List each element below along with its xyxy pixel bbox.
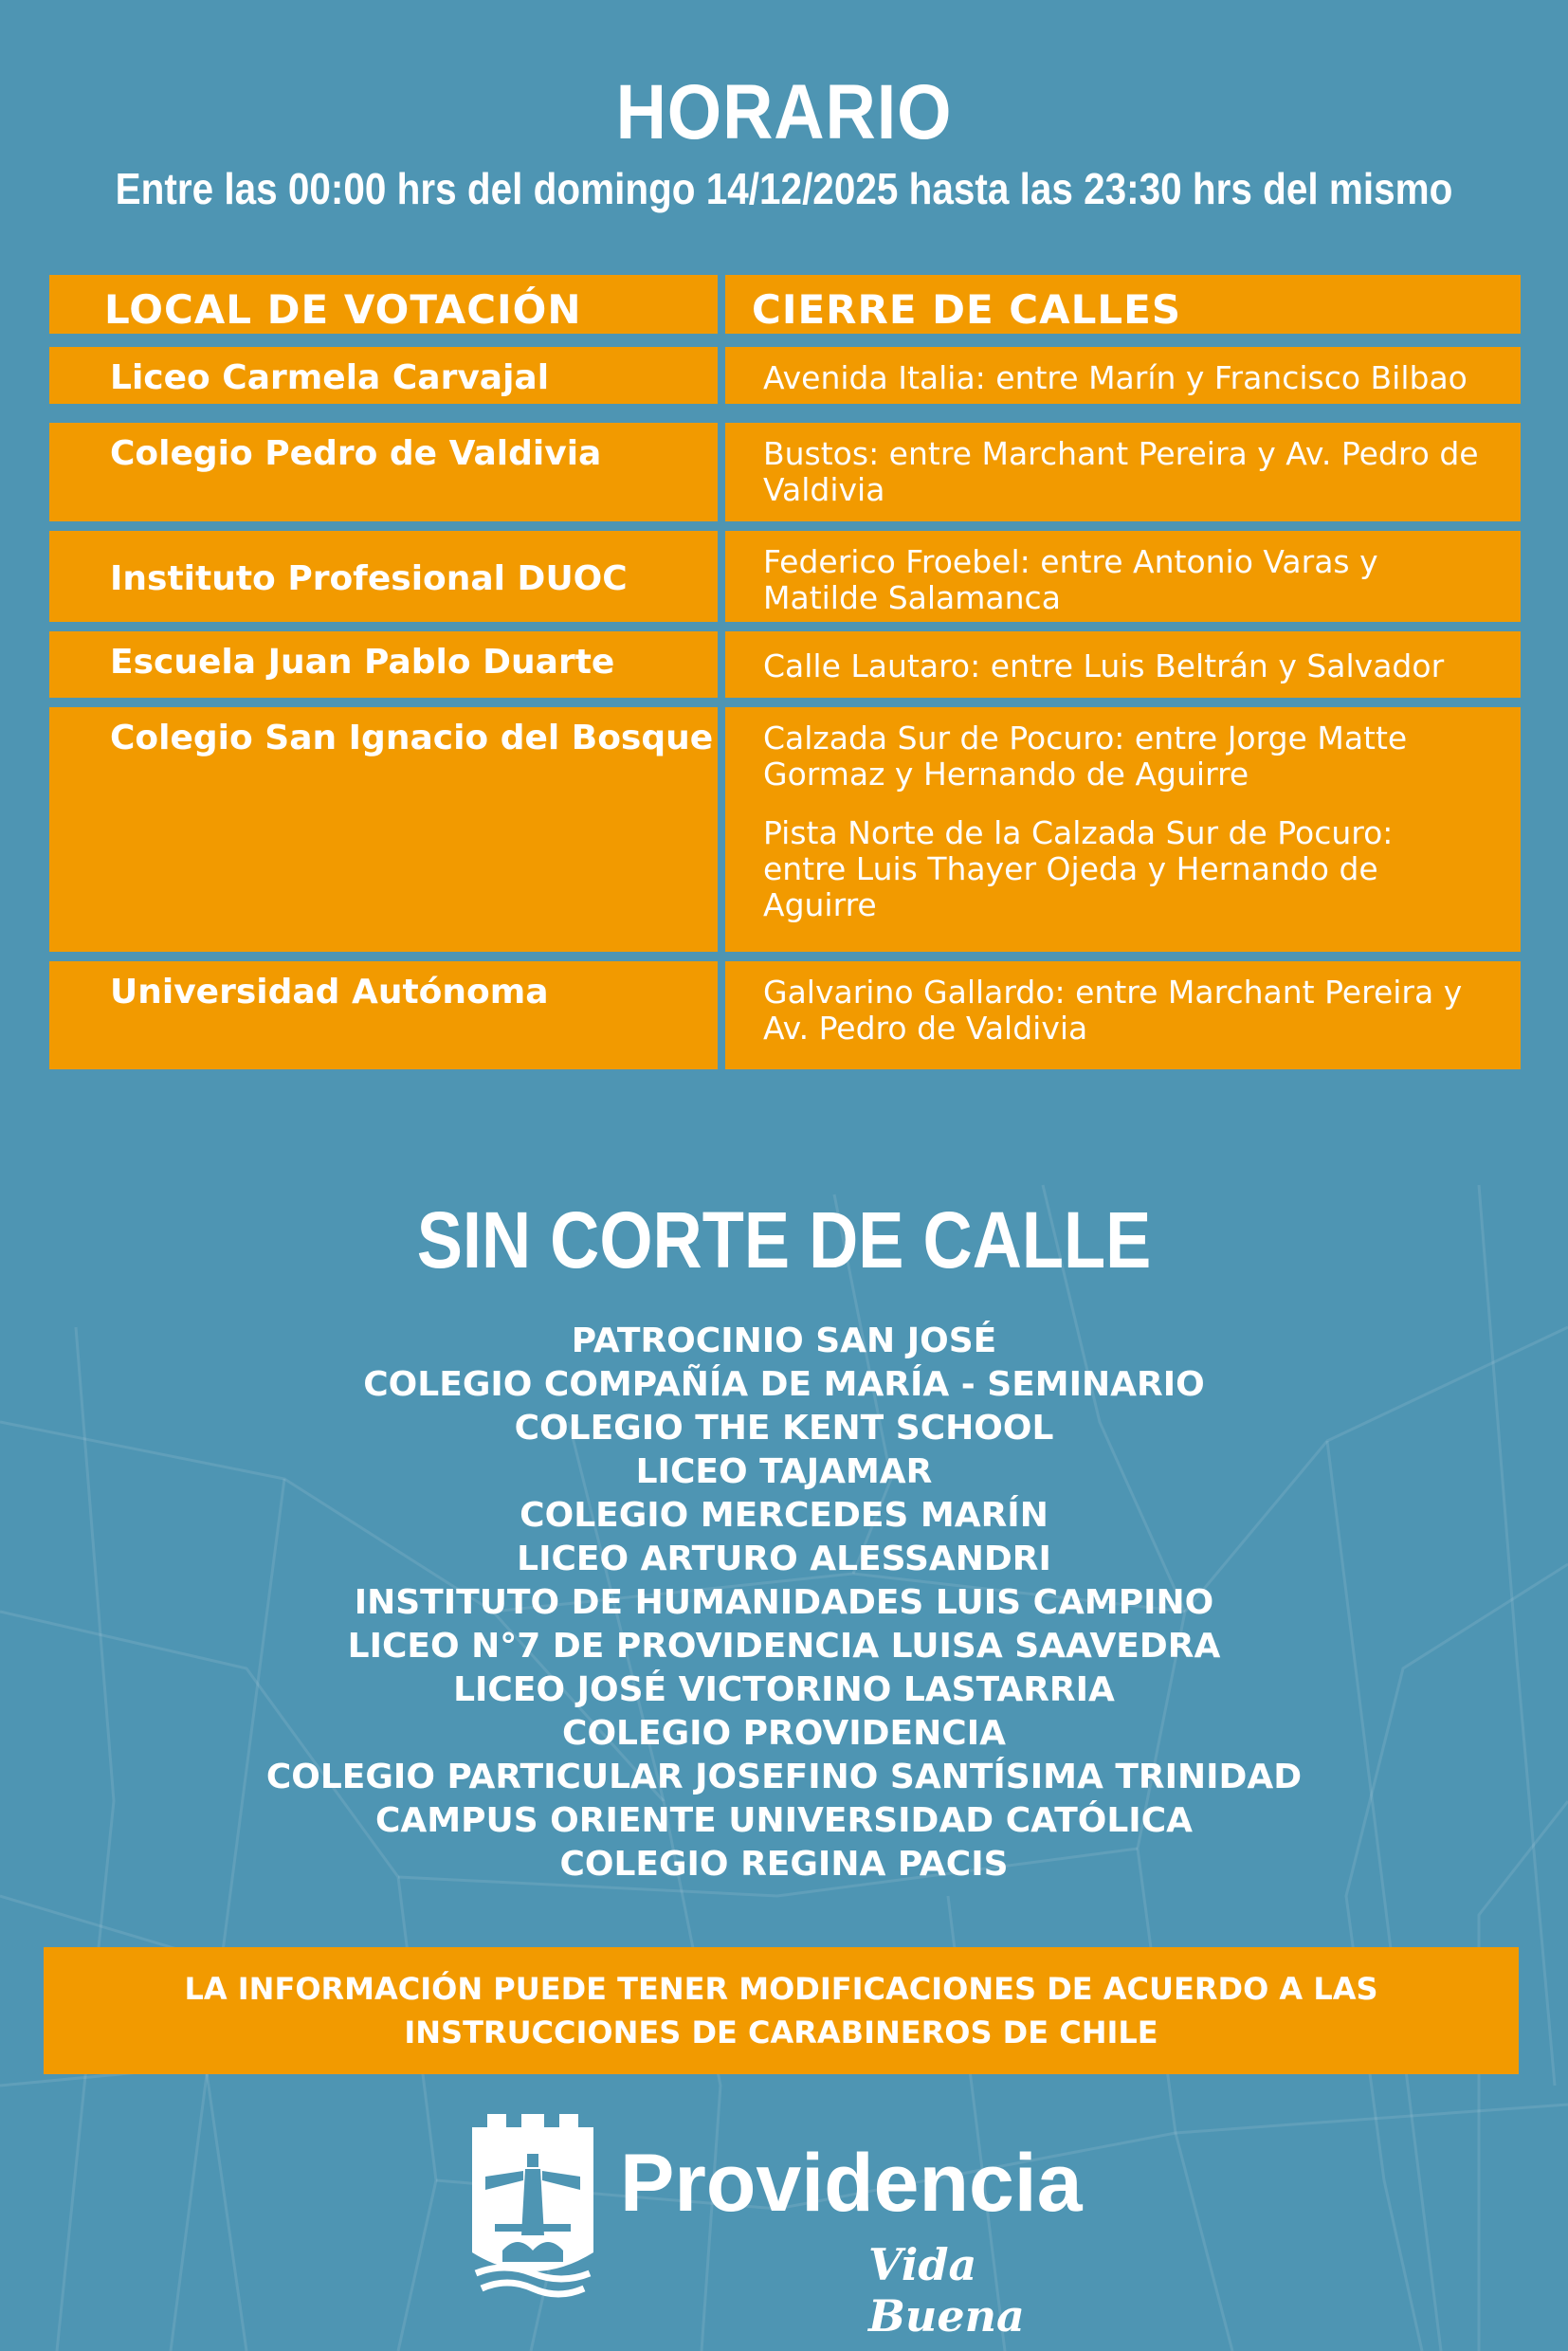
local-name: Escuela Juan Pablo Duarte [110,643,615,682]
sin-corte-title: SIN CORTE DE CALLE [416,1195,1152,1285]
brand-name: Providencia [620,2138,1083,2229]
local-cell [49,423,718,521]
street-closure: Calle Lautaro: entre Luis Beltrán y Salvador [763,647,1445,684]
table-row [49,423,1521,521]
lighthouse-tower-icon [468,2110,597,2305]
cierre-cell [725,631,1521,698]
street-closure: Bustos: entre Marchant Pereira y Av. Pedro de Valdivia [763,435,1479,508]
list-item: LICEO N°7 DE PROVIDENCIA LUISA SAAVEDRA [347,1627,1221,1666]
street-closure: Avenida Italia: entre Marín y Francisco Bilbao [763,359,1468,396]
page-title: HORARIO [615,69,953,155]
street-closure: Galvarino Gallardo: entre Marchant Pereira y Av. Pedro de Valdivia [763,974,1463,1047]
table-row [49,631,1521,698]
street-closure: Federico Froebel: entre Antonio Varas y Matilde Salamanca [763,543,1378,616]
disclaimer-banner [44,1947,1519,2074]
sin-corte-school-list [0,1320,1568,1886]
disclaimer-line-1: LA INFORMACIÓN PUEDE TENER MODIFICACIONES DE ACUERDO A LAS [184,1971,1378,2007]
local-cell [49,347,718,404]
list-item: INSTITUTO DE HUMANIDADES LUIS CAMPINO [354,1583,1214,1622]
table-row [49,347,1521,404]
list-item: COLEGIO PROVIDENCIA [562,1714,1006,1753]
list-item: LICEO JOSÉ VICTORINO LASTARRIA [453,1670,1115,1709]
cierre-cell [725,531,1521,622]
list-item: PATROCINIO SAN JOSÉ [571,1321,997,1360]
header-local-label: LOCAL DE VOTACIÓN [104,286,582,333]
table-row [49,707,1521,952]
local-name: Instituto Profesional DUOC [110,559,628,598]
local-name: Universidad Autónoma [110,973,549,1011]
table-row [49,961,1521,1069]
list-item: COLEGIO THE KENT SCHOOL [514,1409,1054,1448]
header-cierre-label: CIERRE DE CALLES [752,286,1182,333]
local-cell [49,707,718,952]
local-cell [49,961,718,1069]
schedule-subtitle: Entre las 00:00 hrs del domingo 14/12/2025 hasta las 23:30 hrs del mismo [115,164,1453,213]
street-closure: Calzada Sur de Pocuro: entre Jorge Matte Gormaz y Hernando de Aguirre [763,720,1408,793]
street-closure-secondary: Pista Norte de la Calzada Sur de Pocuro: entre Luis Thayer Ojeda y Hernando de Aguirre [763,814,1394,923]
list-item: LICEO TAJAMAR [635,1452,933,1491]
header-cell-local [49,275,718,337]
header-cell-cierre [725,275,1521,337]
cierre-cell [725,961,1521,1069]
local-cell [49,631,718,698]
local-cell [49,531,718,622]
table-header-row [49,275,1521,337]
local-name: Liceo Carmela Carvajal [110,358,550,397]
list-item: CAMPUS ORIENTE UNIVERSIDAD CATÓLICA [375,1801,1193,1840]
local-name: Colegio Pedro de Valdivia [110,434,602,473]
list-item: COLEGIO PARTICULAR JOSEFINO SANTÍSIMA TRINIDAD [265,1758,1303,1796]
disclaimer-line-2: INSTRUCCIONES DE CARABINEROS DE CHILE [404,2014,1158,2050]
header-divider [49,334,1521,340]
table-row [49,531,1521,622]
cierre-cell [725,707,1521,952]
brand-tagline: Vida Buena [868,2239,1025,2342]
cierre-cell [725,423,1521,521]
list-item: COLEGIO MERCEDES MARÍN [520,1496,1048,1535]
providencia-logo [468,2110,1132,2342]
list-item: COLEGIO REGINA PACIS [559,1845,1009,1884]
list-item: COLEGIO COMPAÑÍA DE MARÍA - SEMINARIO [363,1365,1205,1404]
list-item: LICEO ARTURO ALESSANDRI [517,1540,1051,1578]
cierre-cell [725,347,1521,404]
local-name: Colegio San Ignacio del Bosque [110,719,714,757]
